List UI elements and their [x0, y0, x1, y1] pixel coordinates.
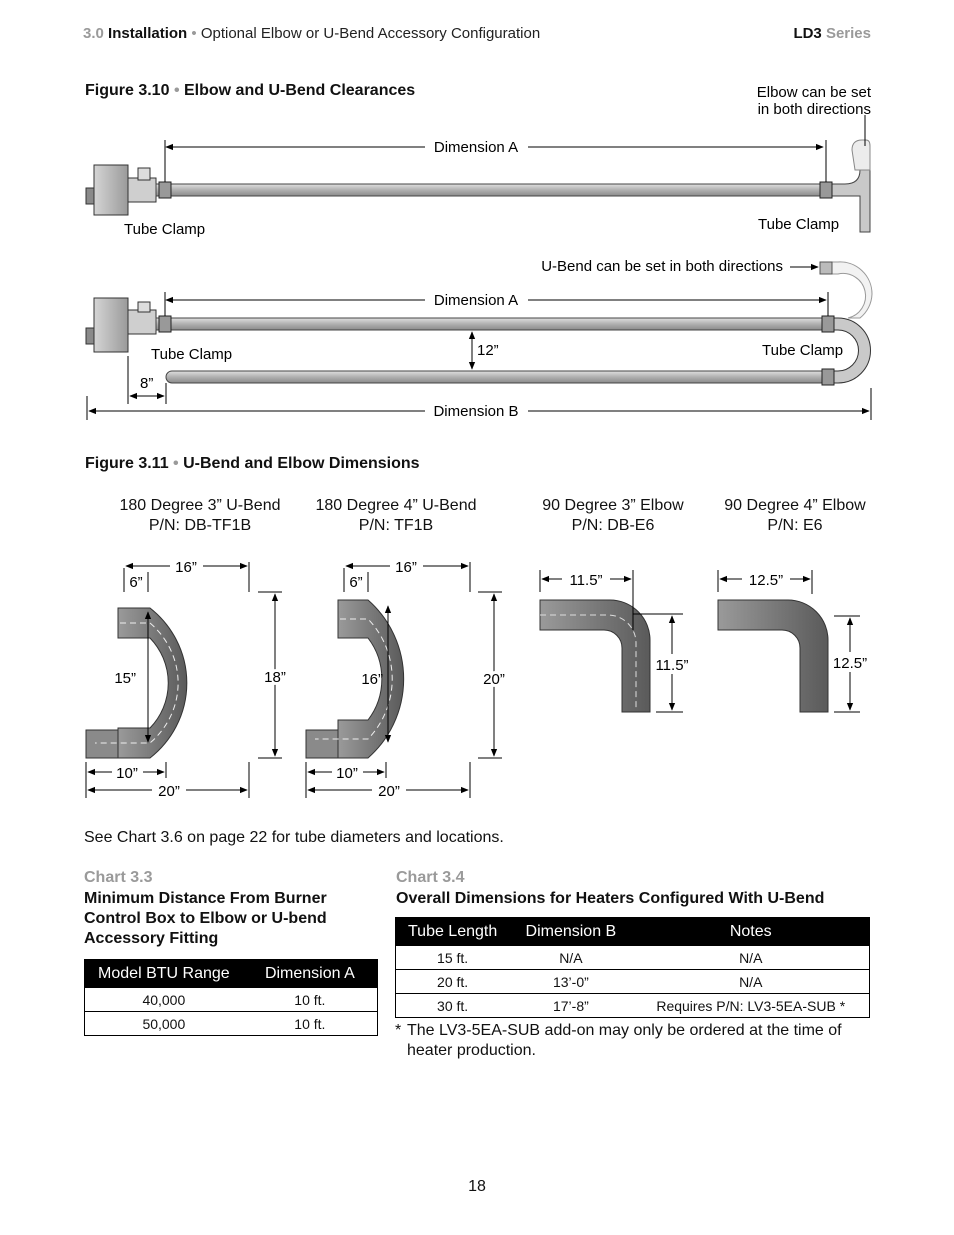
- figure-3-10-diagram: [0, 0, 954, 440]
- fitting-title-1: [100, 496, 300, 536]
- column-header: Dimension B: [509, 918, 632, 946]
- elbow-3in-drawing: [540, 570, 689, 712]
- table-cell: 30 ft.: [396, 994, 510, 1018]
- series-word: Series: [825, 25, 871, 42]
- table-cell: 10 ft.: [243, 988, 378, 1012]
- ubend-3in-drawing: [86, 559, 286, 800]
- figure-3-11-diagram: [0, 550, 954, 810]
- chart-3-3-table: [84, 959, 378, 1036]
- dim-horiz: 11.5”: [569, 572, 603, 589]
- dimension-a-label: Dimension A: [433, 139, 519, 156]
- dim-top: 16”: [175, 559, 197, 576]
- dim-inner: 6”: [129, 574, 143, 591]
- table-cell: Requires P/N: LV3-5EA-SUB *: [632, 994, 869, 1018]
- burner-box-icon: [86, 165, 156, 215]
- column-header: Dimension A: [243, 960, 378, 988]
- gap-8-label: 8”: [140, 375, 154, 392]
- chart-3-3-title-line: Minimum Distance From Burner: [84, 890, 327, 907]
- dim-vert-inner: 16”: [361, 671, 383, 688]
- figure-3-10-separator: •: [173, 82, 180, 99]
- table-row: [396, 970, 870, 994]
- tube-clamp-label-right: Tube Clamp: [762, 342, 844, 359]
- dim-inner: 6”: [349, 574, 363, 591]
- dim-height: 18”: [264, 669, 286, 686]
- chart-3-4-title: Overall Dimensions for Heaters Configured With U-Bend: [396, 890, 825, 907]
- table-header-row: [396, 918, 870, 946]
- dim-height: 20”: [483, 671, 505, 688]
- tube-clamp-alternate: [820, 262, 832, 274]
- chart-3-3-title-line: Control Box to Elbow or U-bend: [84, 910, 327, 927]
- figure-3-10-caption: Elbow and U-Bend Clearances: [184, 82, 416, 99]
- fitting-name: 90 Degree 3” Elbow: [542, 497, 684, 514]
- dim-top: 16”: [395, 559, 417, 576]
- tube-clamp-right-lower: [822, 369, 834, 385]
- subsection-name: Optional Elbow or U-Bend Accessory Configuration: [200, 25, 541, 42]
- heat-tube-upper: [156, 318, 828, 330]
- dimension-a-label: Dimension A: [433, 292, 519, 309]
- table-row: [396, 994, 870, 1018]
- fitting-part-number: P/N: DB-TF1B: [148, 517, 252, 534]
- table-header-row: [85, 960, 378, 988]
- column-header: Tube Length: [396, 918, 510, 946]
- table-row: [85, 1012, 378, 1036]
- figure-3-10-number: Figure 3.10: [85, 82, 170, 99]
- elbow-configuration: [86, 84, 872, 238]
- ubend-note: U-Bend can be set in both directions: [541, 258, 783, 275]
- gap-12-label: 12”: [477, 342, 499, 359]
- heat-tube-lower: [166, 371, 828, 383]
- table-cell: N/A: [509, 946, 632, 970]
- fitting-name: 180 Degree 4” U-Bend: [315, 497, 477, 514]
- series-code: LD3: [793, 25, 822, 42]
- elbow-note-line1: Elbow can be set: [756, 84, 871, 101]
- dim-width: 20”: [378, 783, 400, 800]
- fitting-title-3: [513, 496, 713, 536]
- dim-leg: 10”: [336, 765, 358, 782]
- dim-horiz: 12.5”: [748, 572, 784, 589]
- table-cell: 13’-0”: [509, 970, 632, 994]
- elbow-alternate-position: [852, 140, 870, 170]
- table-cell: N/A: [632, 946, 869, 970]
- fitting-title-4: [695, 496, 895, 536]
- table-cell: N/A: [632, 970, 869, 994]
- column-header: Model BTU Range: [85, 960, 243, 988]
- dim-leg: 10”: [116, 765, 138, 782]
- elbow-note-line2: in both directions: [757, 101, 871, 118]
- dim-vert: 11.5”: [655, 657, 689, 674]
- tube-clamp-label-right: Tube Clamp: [758, 216, 840, 233]
- table-row: [396, 946, 870, 970]
- chart-3-3-title-line: Accessory Fitting: [84, 930, 219, 947]
- footnote-text: The LV3-5EA-SUB add-on may only be ordered at the time of heater production.: [407, 1022, 842, 1059]
- chart-3-4-table: [395, 917, 870, 1018]
- column-header: Notes: [632, 918, 869, 946]
- figure-3-11-caption: U-Bend and Elbow Dimensions: [183, 455, 420, 472]
- header-separator: •: [191, 25, 197, 42]
- heat-tube: [156, 184, 828, 196]
- dim-vert-inner: 15”: [114, 670, 136, 687]
- tube-clamp-label-left: Tube Clamp: [151, 346, 233, 363]
- ubend-alternate-position: [828, 262, 872, 318]
- tube-clamp-left: [159, 182, 171, 198]
- elbow-4in-drawing: [718, 570, 867, 712]
- dim-width: 20”: [158, 783, 180, 800]
- burner-box-icon: [86, 298, 156, 352]
- tube-clamp-label-left: Tube Clamp: [124, 221, 206, 238]
- fitting-title-2: [296, 496, 496, 536]
- page-number: 18: [468, 1178, 486, 1195]
- fitting-part-number: P/N: DB-E6: [571, 517, 655, 534]
- fitting-part-number: P/N: TF1B: [358, 517, 434, 534]
- table-cell: 50,000: [85, 1012, 243, 1036]
- chart-3-4-number: Chart 3.4: [396, 869, 465, 886]
- tube-clamp-right: [820, 182, 832, 198]
- figure-3-11-number: Figure 3.11: [85, 455, 169, 472]
- ubend-4in-drawing: [306, 559, 505, 800]
- tube-diameter-note: See Chart 3.6 on page 22 for tube diameters and locations.: [84, 829, 504, 846]
- dim-vert: 12.5”: [832, 655, 868, 672]
- dimension-b-label: Dimension B: [433, 403, 519, 420]
- figure-3-11-separator: •: [173, 455, 179, 472]
- figure-3-11-title: [85, 455, 420, 473]
- chart-3-3-number: Chart 3.3: [84, 869, 153, 886]
- table-cell: 10 ft.: [243, 1012, 378, 1036]
- table-row: [85, 988, 378, 1012]
- table-cell: 20 ft.: [396, 970, 510, 994]
- fitting-part-number: P/N: E6: [767, 517, 823, 534]
- section-name: Installation: [108, 25, 188, 42]
- ubend-configuration: [86, 258, 872, 420]
- table-cell: 17’-8”: [509, 994, 632, 1018]
- footnote-mark: *: [395, 1022, 402, 1039]
- fitting-name: 90 Degree 4” Elbow: [724, 497, 866, 514]
- tube-clamp-right-upper: [822, 316, 834, 332]
- fitting-name: 180 Degree 3” U-Bend: [119, 497, 281, 514]
- table-cell: 15 ft.: [396, 946, 510, 970]
- table-cell: 40,000: [85, 988, 243, 1012]
- section-number: 3.0: [83, 25, 104, 42]
- tube-clamp-left: [159, 316, 171, 332]
- chart-3-3-title: [84, 889, 374, 949]
